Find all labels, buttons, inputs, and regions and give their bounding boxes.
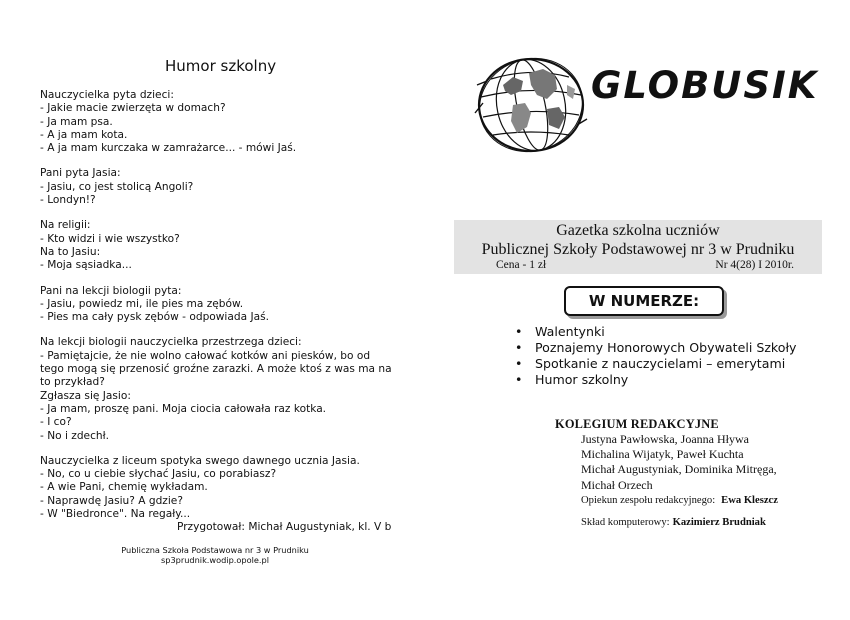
joke-line: Nauczycielka z liceum spotyka swego dawnego ucznia Jasia. <box>40 454 360 467</box>
issue-number: Nr 4(28) I 2010r. <box>715 259 794 271</box>
joke-line: - Kto widzi i wie wszystko? <box>40 232 180 245</box>
supervisor-name: Ewa Kleszcz <box>721 494 778 506</box>
joke-line: Nauczycielka pyta dzieci: <box>40 89 174 101</box>
joke-line: Pani pyta Jasia: <box>40 167 121 180</box>
joke-line: tego mogą się przenosić groźne zarazki. A może ktoś z was ma na <box>40 363 392 376</box>
joke-line: - Jasiu, co jest stolicą Angoli? <box>40 180 194 193</box>
joke-block <box>40 167 425 207</box>
joke-line: - Moja sąsiadka... <box>40 259 132 272</box>
banner-line-2: Publicznej Szkoły Podstawowej nr 3 w Prudniku <box>481 241 795 258</box>
joke-line: - Jakie macie zwierzęta w domach? <box>40 102 226 115</box>
joke-line: - Pies ma cały pysk zębów - odpowiada Jaś. <box>40 311 269 324</box>
newsletter-banner <box>454 220 822 274</box>
joke-line: - I co? <box>40 416 72 429</box>
editorial-name-line: Michał Orzech <box>581 477 653 492</box>
table-of-contents <box>511 324 797 388</box>
joke-line: Na to Jasiu: <box>40 245 101 258</box>
editorial-heading: KOLEGIUM REDAKCYJNE <box>555 417 719 431</box>
joke-line: - Naprawdę Jasiu? A gdzie? <box>40 494 183 507</box>
globe-icon <box>473 55 591 155</box>
joke-line: - Londyn!? <box>40 194 96 207</box>
typesetting-name: Kazimierz Brudniak <box>672 517 766 528</box>
school-website: sp3prudnik.wodip.opole.pl <box>160 555 269 565</box>
joke-line: Na lekcji biologii nauczycielka przestrzega dzieci: <box>40 336 302 349</box>
joke-line: - W "Biedronce". Na regały... <box>40 508 191 521</box>
joke-block <box>40 89 425 155</box>
school-name: Publiczna Szkoła Podstawowa nr 3 w Prudniku <box>121 545 309 555</box>
editorial-names <box>581 432 778 493</box>
school-footer <box>40 545 390 565</box>
masthead-title: GLOBUSIK <box>591 64 819 107</box>
joke-line: Na religii: <box>40 219 91 232</box>
editorial-name-line: Michał Augustyniak, Dominika Mitręga, <box>581 462 777 477</box>
toc-item: • Humor szkolny <box>511 372 797 388</box>
joke-block <box>40 336 425 442</box>
joke-line: - A ja mam kota. <box>40 128 128 141</box>
toc-item: • Walentynki <box>511 324 797 340</box>
in-issue-label: W NUMERZE: <box>564 286 724 316</box>
joke-line: - A wie Pani, chemię wykładam. <box>40 481 208 494</box>
joke-block <box>40 455 425 521</box>
joke-line: Pani na lekcji biologii pyta: <box>40 284 182 297</box>
price: Cena - 1 zł <box>496 259 547 271</box>
joke-line: - A ja mam kurczaka w zamrażarce... - mówi Jaś. <box>40 142 297 155</box>
joke-line: - Jasiu, powiedz mi, ile pies ma zębów. <box>40 297 244 310</box>
joke-line: to przykład? <box>40 376 105 389</box>
banner-line-1: Gazetka szkolna uczniów <box>556 222 720 239</box>
right-page <box>440 0 850 620</box>
joke-line: - No, co u ciebie słychać Jasiu, co porabiasz? <box>40 468 277 481</box>
toc-item: • Poznajemy Honorowych Obywateli Szkoły <box>511 340 797 356</box>
editorial-name-line: Justyna Pawłowska, Joanna Hływa <box>581 432 749 446</box>
joke-block <box>40 285 425 325</box>
joke-line: - No i zdechł. <box>40 429 109 442</box>
typesetting-label: Skład komputerowy: <box>581 517 670 528</box>
joke-line: - Ja mam, proszę pani. Moja ciocia całowała raz kotka. <box>40 402 327 415</box>
editorial-board <box>555 417 778 508</box>
editorial-name-line: Michalina Wijatyk, Paweł Kuchta <box>581 447 744 462</box>
joke-line: - Pamiętajcie, że nie wolno całować kotków ani piesków, bo od <box>40 349 371 362</box>
humor-title: Humor szkolny <box>165 57 277 75</box>
supervisor-label: Opiekun zespołu redakcyjnego: <box>581 494 716 506</box>
typesetting-line <box>581 517 766 528</box>
supervisor-line <box>581 493 778 508</box>
joke-block <box>40 219 425 272</box>
toc-item: • Spotkanie z nauczycielami – emerytami <box>511 356 797 372</box>
jokes-list <box>40 89 425 533</box>
joke-line: Zgłasza się Jasio: <box>40 389 131 402</box>
credit-line: Przygotował: Michał Augustyniak, kl. V b <box>177 521 392 533</box>
joke-line: - Ja mam psa. <box>40 115 113 128</box>
